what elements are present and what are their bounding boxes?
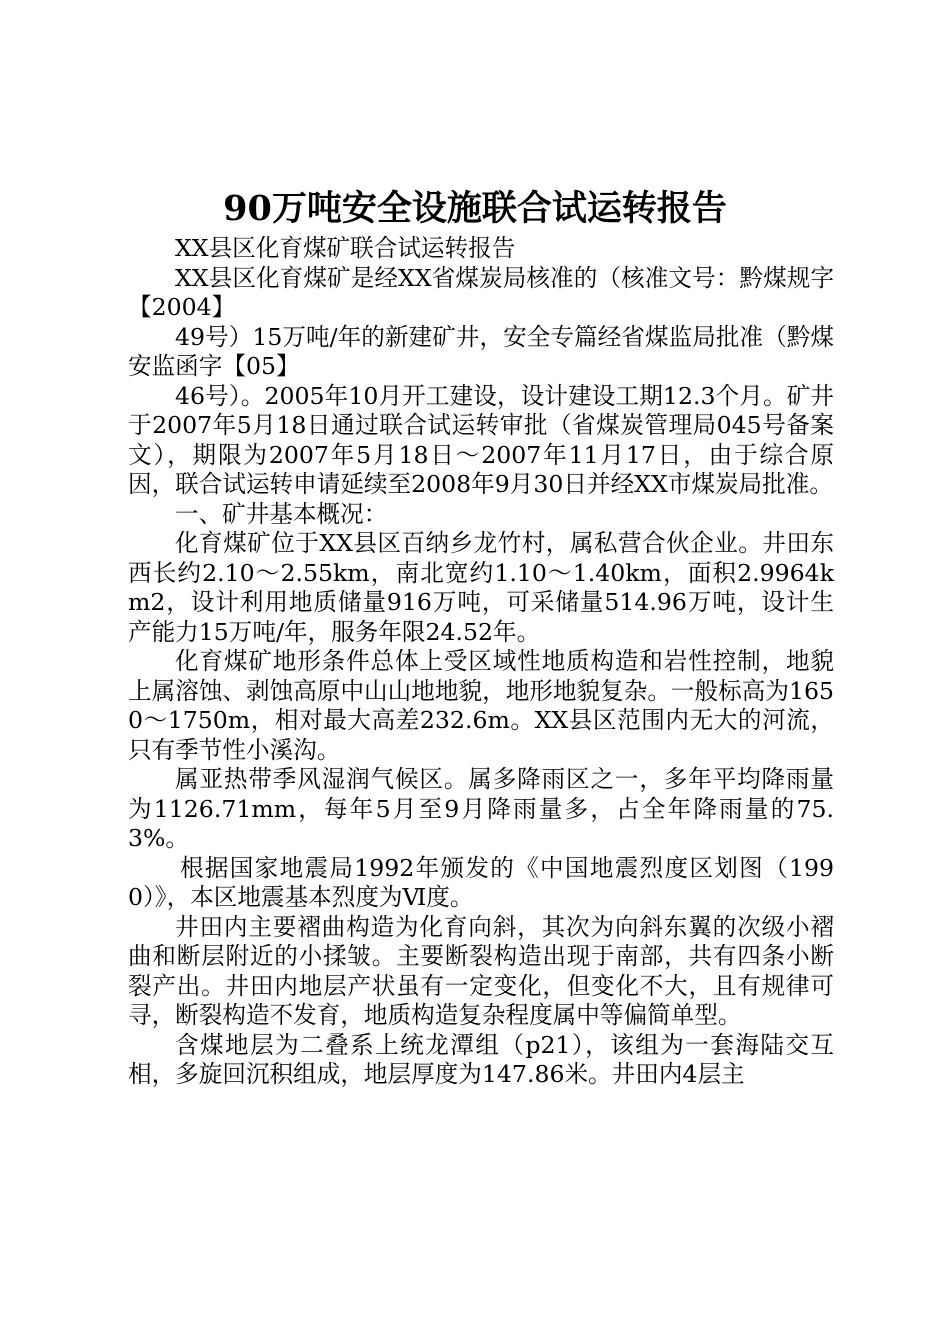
paragraph-capacity: 49号）15万吨/年的新建矿井，安全专篇经省煤监局批准（黔煤安监函字【05】 (128, 322, 834, 380)
document-body (128, 234, 834, 1090)
paragraph-location: 化育煤矿位于XX县区百纳乡龙竹村，属私营合伙企业。井田东西长约2.10～2.55km，南北宽约1.10～1.40km，面积2.9964km2，设计利用地质储量916万吨，可采储量514.96万吨，设计生产能力15万吨/年，服务年限24.52年。 (128, 529, 834, 646)
section-heading-overview: 一、矿井基本概况： (175, 499, 388, 528)
paragraph-approval: XX县区化育煤矿是经XX省煤炭局核准的（核准文号：黔煤规字【2004】 (128, 263, 834, 321)
paragraph-climate: 属亚热带季风湿润气候区。属多降雨区之一，多年平均降雨量为1126.71mm，每年5月至9月降雨量多，占全年降雨量的75.3%。 (128, 765, 834, 852)
paragraph-structure: 井田内主要褶曲构造为化育向斜，其次为向斜东翼的次级小褶曲和断层附近的小揉皱。主要断裂构造出现于南部，共有四条小断裂产出。井田内地层产状虽有一定变化，但变化不大，且有规律可寻，断裂构造不发育，地质构造复杂程度属中等偏简单型。 (128, 912, 834, 1029)
paragraph-terrain: 化育煤矿地形条件总体上受区域性地质构造和岩性控制，地貌上属溶蚀、剥蚀高原中山山地地貌，地形地貌复杂。一般标高为1650～1750m，相对最大高差232.6m。XX县区范围内无大的河流，只有季节性小溪沟。 (128, 647, 834, 764)
paragraph-seismic: 根据国家地震局1992年颁发的《中国地震烈度区划图（1990）》，本区地震基本烈度为Ⅵ度。 (128, 853, 834, 911)
document-title: 90万吨安全设施联合试运转报告 (223, 188, 727, 229)
paragraph-report-heading: XX县区化育煤矿联合试运转报告 (175, 234, 516, 262)
paragraph-coal-strata: 含煤地层为二叠系上统龙潭组（p21），该组为一套海陆交互相，多旋回沉积组成，地层厚度为147.86米。井田内4层主 (128, 1030, 834, 1088)
paragraph-construction: 46号）。2005年10月开工建设，设计建设工期12.3个月。矿井于2007年5月18日通过联合试运转审批（省煤炭管理局045号备案文），期限为2007年5月18日～2007年11月17日，由于综合原因，联合试运转申请延续至2008年9月30日并经XX市煤炭局批准。 (128, 381, 834, 498)
